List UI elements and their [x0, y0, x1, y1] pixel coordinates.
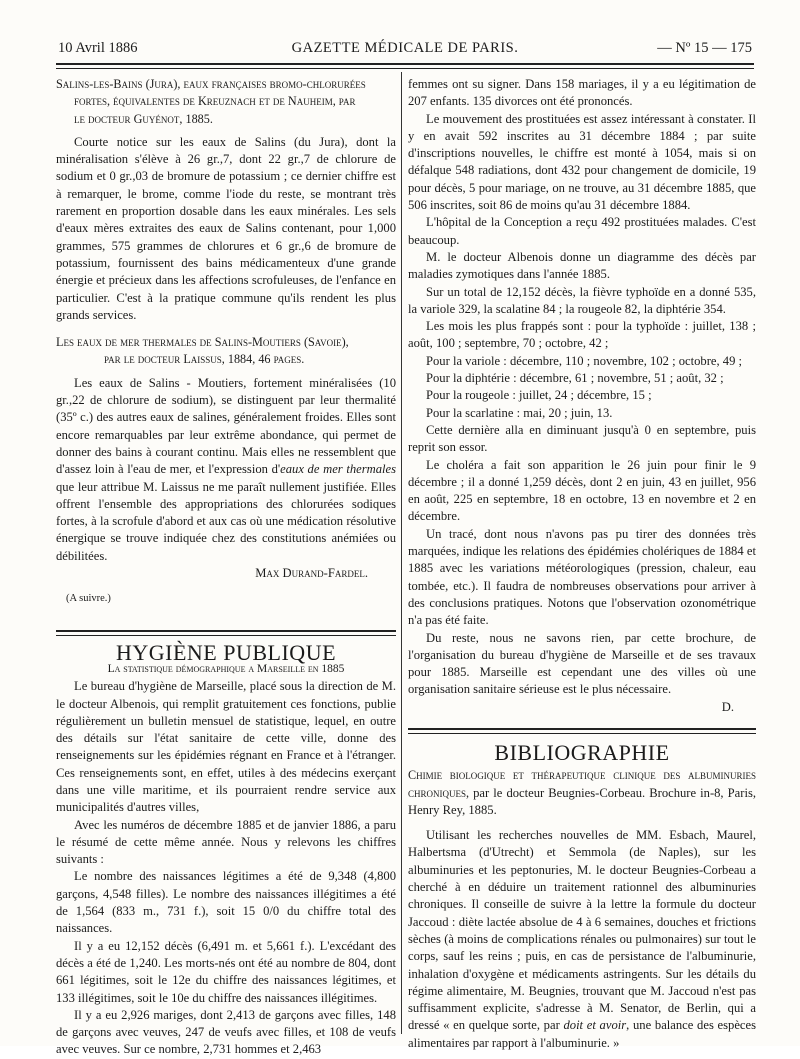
article-paragraph: Pour la variole : décembre, 110 ; novembre, 102 ; octobre, 49 ; — [426, 353, 743, 368]
review-title-line: Salins-les-Bains (Jura), eaux françaises bromo-chlorurées — [56, 77, 366, 91]
article-paragraph: Pour la scarlatine : mai, 20 ; juin, 13. — [426, 405, 613, 420]
section-rule-thin — [56, 635, 396, 636]
section-rule-thick — [56, 630, 396, 632]
header-date: 10 Avril 1886 — [58, 40, 138, 56]
book-title: Chimie biologique et thérapeutique clinique des albuminuries chroniques, — [408, 768, 756, 800]
article-paragraph: Le bureau d'hygiène de Marseille, placé sous la direction de M. le docteur Albenois, qui remplit gratuitement ces fonctions, publie régulièrement un bulletin mensuel de statistique, lequel, en outre des détails sur l'état sanitaire de cette ville, donne des renseignements sur les épidémies régnant en France et à l'étranger. Ces renseignements sont, en effet, utiles à des médecins exerçant dans une ville maritime, et ils pourraient rendre service aux municipalités d'autres villes, — [56, 679, 396, 815]
article-paragraph: Les mois les plus frappés sont : pour la typhoïde : juillet, 138 ; août, 100 ; septembre, 70 ; octobre, 42 ; — [408, 319, 756, 351]
article-paragraph: Le choléra a fait son apparition le 26 juin pour finir le 9 décembre ; il a donné 1,259 décès, dont 2 en juin, 43 en juillet, 956 en août, 225 en septembre, 18 en octobre, 13 en novembre et 2 en décembre. — [408, 457, 756, 524]
header-rule-thick — [56, 63, 754, 65]
article-paragraph: Un tracé, dont nous n'avons pas pu tirer des données très marquées, indique les relations des épidémies cholériques de 1884 et 1885 avec les variations météorologiques (pression, chaleur, eau tombée, etc.). Il faudra de nombreuses observations pour arriver à des conclusions pratiques. Notons que l'observation ozonométrique n'a pas été faite. — [408, 526, 756, 628]
header-issue-page: — Nº 15 — 175 — [657, 40, 752, 56]
article-paragraph: Avec les numéros de décembre 1885 et de janvier 1886, a paru le résumé de cette même année. Nous y relevons les chiffres suivants : — [56, 817, 396, 867]
review-title-line: Les eaux de mer thermales de Salins-Moutiers (Savoie), — [56, 335, 349, 350]
review-body-emphasis: eaux de mer thermales — [280, 462, 396, 477]
article-paragraph: Pour la diphtérie : décembre, 61 ; novembre, 51 ; août, 32 ; — [426, 371, 724, 386]
article-paragraph: M. le docteur Albenois donne un diagramme des décès par maladies zymotiques dans l'année 1885. — [408, 249, 756, 282]
article-paragraph: Il y a eu 2,926 mariges, dont 2,413 de garçons avec filles, 148 de garçons avec veuves, 247 de veufs avec filles, et 108 de veufs avec veuves. Sur ce nombre, 2,731 hommes et 2,463 — [56, 1007, 396, 1057]
header-journal-title: GAZETTE MÉDICALE DE PARIS. — [291, 40, 519, 56]
review-body-salins-bains: Courte notice sur les eaux de Salins (du Jura), dont la minéralisation s'élève à 26 gr.,7, dont 22 gr.,7 de chlorure de sodium et 0 gr.,03 de bromure de potassium ; ce dernier chiffre est à remarquer, le brome, comme l'iode du reste, se montrant très rarement en proportion dosable dans les eaux minérales. Les sels d'eaux mères extraites des eaux de Salins contenant, pour 1,000 grammes, 575 grammes de chlorures et 6 gr.,6 de bromure de potassium, fournissent des bains médicamenteux d'une grande énergie et précieux dans les affections scrofuleuses, de l'enfance en particulier. C'est à la pratique commune qu'ils rendent les plus grands services. — [56, 134, 396, 322]
article-paragraph: Du reste, nous ne savons rien, par cette brochure, de l'organisation du bureau d'hygiène de Marseille et de ses travaux pour 1885. Marseille est cependant une des villes où une organisation sanitaire sérieuse est le plus nécessaire. — [408, 630, 756, 697]
review-title-salins-bains — [56, 76, 396, 128]
section-title-bibliographie: BIBLIOGRAPHIE — [494, 739, 670, 765]
article-subheading: La statistique démographique a Marseille en 1885 — [107, 662, 345, 675]
article-paragraph: L'hôpital de la Conception a reçu 492 prostituées malades. C'est beaucoup. — [408, 215, 756, 247]
bibliography-text: Utilisant les recherches nouvelles de MM. Esbach, Maurel, Halbertsma (d'Utrecht) et Semmola (de Naples), sur les albuminuries et les peptonuries, M. le docteur Beugnies-Corbeau a cherché à en déduire un traitement rationnel des albuminuries chroniques. Il conseille de suivre à la lettre la formule du docteur Jaccoud : diète lactée absolue de 4 à 6 semaines, douches et frictions sèches (à moins de complications rénales ou pulmonaires) sur tout le corps, sauf les reins ; puis, en cas de persistance de l'albuminurie, inhalation d'oxygène et médicaments astringents. Sur les détails du régime alimentaire, M. Beugnies, trouvant que M. Jaccoud n'est pas suffisamment explicite, s'adresse à M. Senator, de Berlin, qui a dressé « en quelque sorte, par — [408, 828, 756, 1033]
to-be-continued-note: (A suivre.) — [66, 593, 111, 605]
section-rule-thick — [408, 728, 756, 730]
section-title-hygiene: HYGIÈNE PUBLIQUE — [115, 639, 337, 665]
column-divider — [401, 72, 402, 1034]
article-paragraph: Il y a eu 12,152 décès (6,491 m. et 5,661 f.). L'excédant des décès a été de 1,240. Les morts-nés ont été au nombre de 804, dont 661 légitimes, soit le 12e du chiffre des naissances légitimes, et 133 illégitimes, soit le 10e du chiffre des naissances illégitimes. — [56, 938, 396, 1005]
article-paragraph: Le nombre des naissances légitimes a été de 9,348 (4,800 garçons, 4,548 filles). Le nombre des naissances illégitimes a été de 1,564 (833 m., 731 f.), soit 15 0/0 du chiffre total des naissances. — [56, 869, 396, 936]
article-paragraph: femmes ont su signer. Dans 158 mariages, il y a eu légitimation de 207 enfants. 135 divorces ont été prononcés. — [408, 77, 756, 109]
review-title-line: par le docteur Laissus, 1884, 46 pages. — [104, 352, 305, 367]
right-column — [408, 76, 756, 1052]
bibliography-body — [408, 827, 756, 1052]
review-body-text: que leur attribue M. Laissus ne me paraît nullement justifiée. Elles offrent l'ensemble des appropriations des chlorurées sodiques fortes, à la scrofule d'abord et aux cas où une médication résolutive énergique se trouve indiquée chez des constitutions anémiées ou débilitées. — [56, 479, 396, 563]
author-signature: D. — [721, 699, 734, 714]
header-rule-thin — [56, 68, 754, 69]
bibliography-text: , une balance des espèces alimentaires par rapport à l'albuminurie. » — [408, 1018, 757, 1050]
book-title-entry — [408, 767, 756, 819]
review-body-salins-moutiers — [56, 375, 396, 565]
left-column — [56, 76, 396, 1059]
review-body-text: Les eaux de Salins - Moutiers, fortement minéralisées (10 gr.,22 de chlorure de sodium), se distinguent par leur thermalité (35º c.) des autres eaux de salines, généralement froides. Elles sont encore remarquables par leur extrême abondance, qui permet de donner des bains à courant continu. Mais elles ne ressemblent que d'assez loin à l'eau de mer, et l'expression d' — [56, 375, 396, 477]
article-paragraph: Le mouvement des prostituées est assez intéressant à constater. Il y en avait 592 inscrites au 31 décembre 1884 ; par suite d'inscriptions nouvelles, le chiffre est monté à 1054, mais si on défalque 548 radiations, dont 432 pour changement de domicile, 19 pour décès, 5 pour mariage, on ne trouve, au 31 décembre 1885, que 506 inscrites, soit 86 de moins qu'au 31 décembre 1884. — [408, 111, 756, 213]
review-title-line: le docteur Guyénot, 1885. — [74, 111, 213, 126]
article-paragraph: Pour la rougeole : juillet, 24 ; décembre, 15 ; — [426, 388, 652, 403]
review-title-line: fortes, équivalentes de Kreuznach et de Nauheim, par — [74, 94, 356, 109]
review-title-salins-moutiers — [56, 334, 396, 369]
article-paragraph: Cette dernière alla en diminuant jusqu'à 0 en septembre, puis reprit son essor. — [408, 422, 756, 455]
bibliography-emphasis: doit et avoir — [563, 1018, 627, 1033]
book-details: par le docteur Beugnies-Corbeau. Brochure in-8, Paris, Henry Rey, 1885. — [408, 785, 756, 817]
page-header — [58, 40, 752, 62]
author-signature: Max Durand-Fardel. — [255, 566, 368, 581]
article-paragraph: Sur un total de 12,152 décès, la fièvre typhoïde en a donné 535, la variole 329, la scalatine 84 ; la rougeole 82, la diphtérie 354. — [408, 284, 756, 316]
section-rule-thin — [408, 733, 756, 734]
